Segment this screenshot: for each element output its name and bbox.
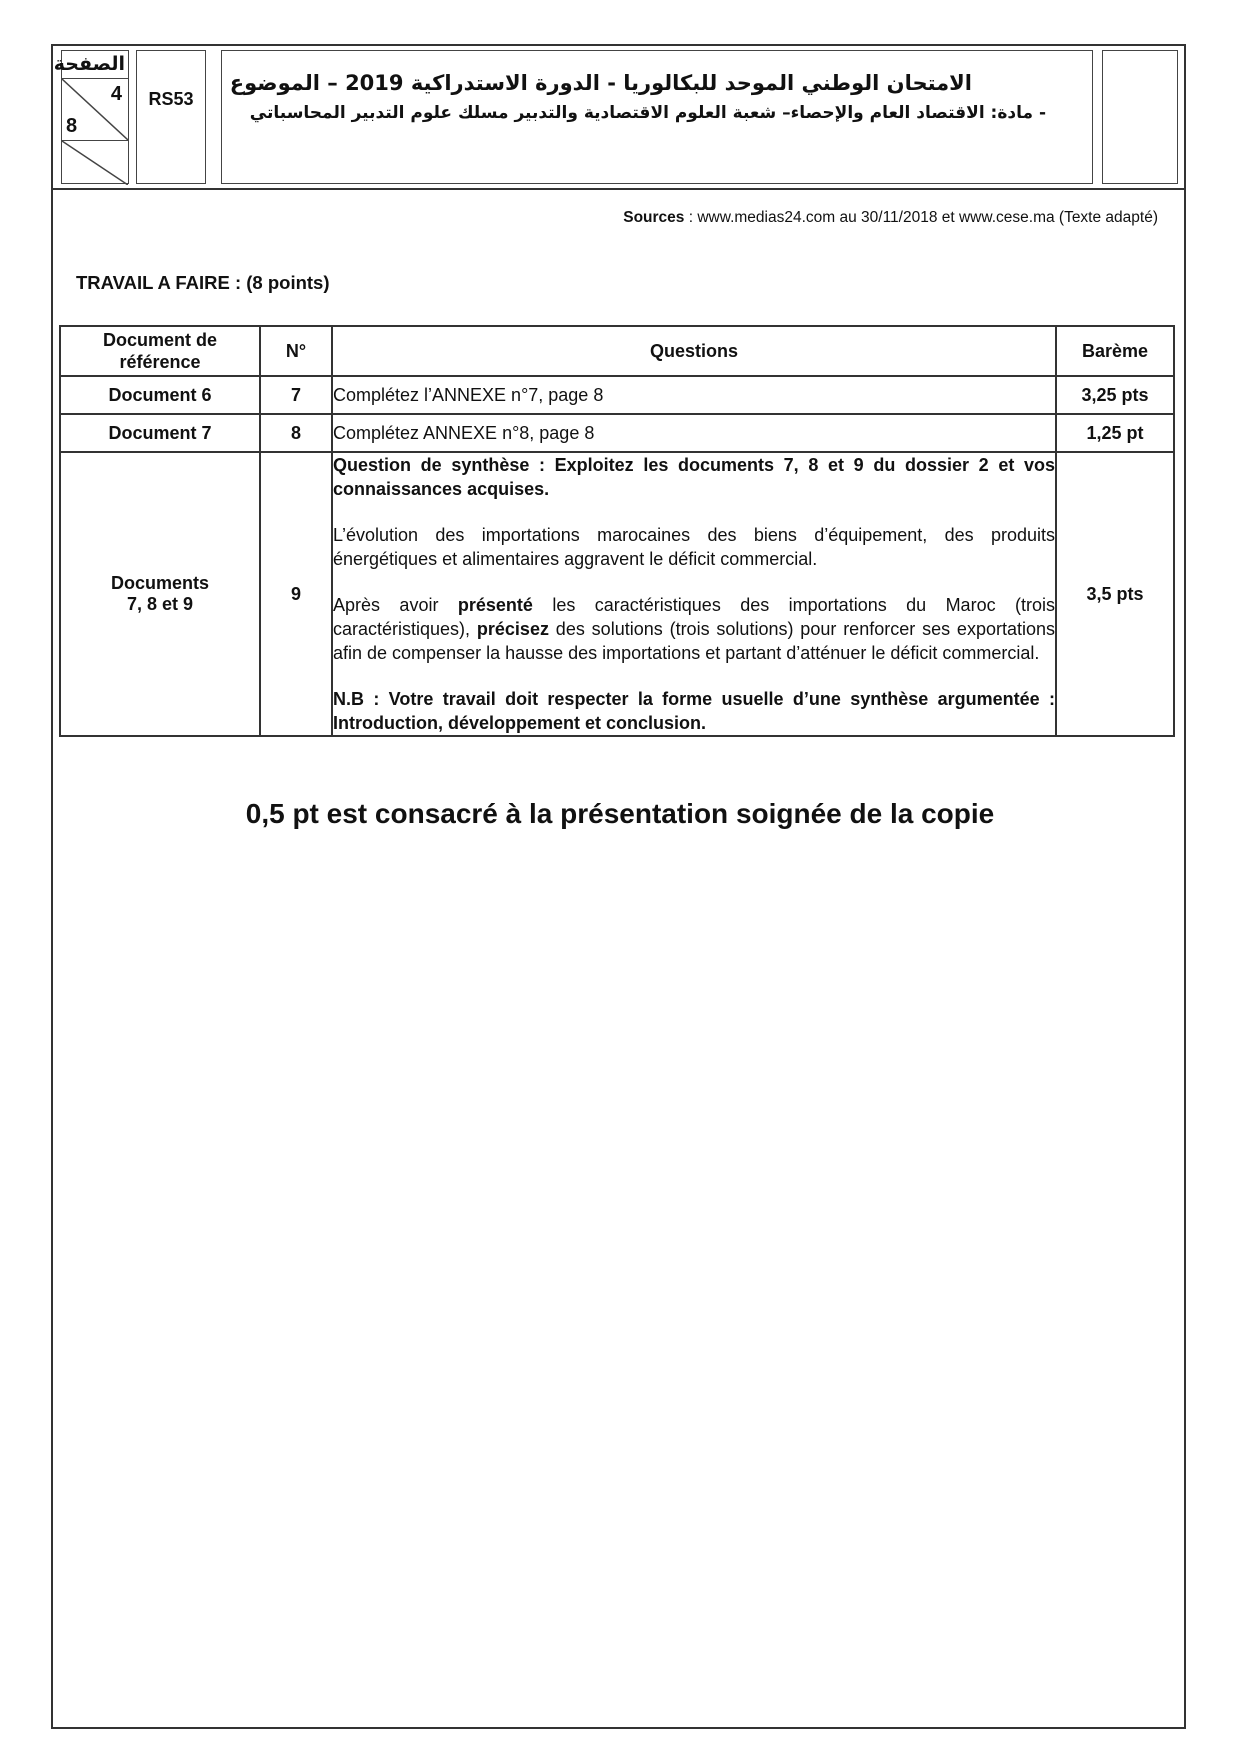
synthesis-document-line2: 7, 8 et 9	[126, 594, 194, 614]
header-number: N°	[260, 326, 332, 376]
p2-bold-precisez: précisez	[476, 619, 549, 639]
exam-title-box	[221, 50, 1093, 184]
subject-code: RS53	[148, 89, 194, 109]
page-empty-cell	[62, 141, 128, 185]
page-label-cell	[53, 51, 128, 79]
synthesis-paragraph-2	[333, 593, 1055, 665]
row-number: 8	[260, 414, 332, 452]
synthesis-document	[60, 452, 260, 736]
synthesis-bareme: 3,5 pts	[1056, 452, 1174, 736]
row-bareme: 3,25 pts	[1056, 376, 1174, 414]
sources-line	[623, 209, 1158, 227]
p2-text-e: des solutions (trois solutions) pour renforcer ses exportations afin de compenser la hausse des importations et partant d’atténuer le déficit commercial.	[333, 619, 1055, 663]
page-frame	[51, 44, 1186, 1729]
exam-title: الامتحان الوطني الموحد للبكالوريا - الدورة الاستدراكية 2019 – الموضوع	[229, 71, 972, 95]
page-total: 8	[66, 115, 78, 137]
synthesis-row	[60, 452, 1174, 736]
page-label: الصفحة	[53, 53, 125, 75]
sources-label: Sources	[623, 209, 685, 226]
synthesis-number: 9	[260, 452, 332, 736]
page-number-cell	[62, 79, 128, 141]
page-indicator-box	[53, 50, 129, 184]
synthesis-paragraph-1: L’évolution des importations marocaines des biens d’équipement, des produits énergétiques et alimentaires aggravent le déficit commercial.	[333, 525, 1055, 569]
presentation-note: 0,5 pt est consacré à la présentation soignée de la copie	[245, 798, 995, 829]
p2-text-a: Après avoir	[333, 595, 458, 615]
row-document: Document 6	[60, 376, 260, 414]
row-question: Complétez ANNEXE n°8, page 8	[332, 414, 1056, 452]
table-header-row	[60, 326, 1174, 376]
row-number: 7	[260, 376, 332, 414]
empty-right-box	[1102, 50, 1178, 184]
table-row	[60, 414, 1174, 452]
empty-cell-diagonal	[62, 141, 128, 185]
exam-subject: - مادة: الاقتصاد العام والإحصاء– شعبة العلوم الاقتصادية والتدبير مسلك علوم التدبير المحاسباتي	[249, 103, 1046, 123]
synthesis-heading: Question de synthèse : Exploitez les documents 7, 8 et 9 du dossier 2 et vos connaissances acquises.	[333, 455, 1055, 499]
p2-bold-presente: présenté	[457, 595, 533, 615]
row-bareme: 1,25 pt	[1056, 414, 1174, 452]
table-row	[60, 376, 1174, 414]
header-document: Document de référence	[60, 326, 260, 376]
header-bareme: Barème	[1056, 326, 1174, 376]
sources-text: : www.medias24.com au 30/11/2018 et www.cese.ma (Texte adapté)	[684, 209, 1158, 226]
header-questions: Questions	[332, 326, 1056, 376]
synthesis-question	[332, 452, 1056, 736]
synthesis-nb: N.B : Votre travail doit respecter la forme usuelle d’une synthèse argumentée : Introduction, développement et conclusion.	[333, 689, 1055, 733]
p2-text-c: les caractéristiques des importations du Maroc (trois caractéristiques),	[333, 595, 1055, 639]
row-question: Complétez l’ANNEXE n°7, page 8	[332, 376, 1056, 414]
page-number: 4	[110, 83, 122, 105]
synthesis-document-line1: Documents	[110, 573, 209, 593]
row-document: Document 7	[60, 414, 260, 452]
task-title: TRAVAIL A FAIRE : (8 points)	[76, 272, 330, 293]
subject-code-box	[136, 50, 206, 184]
exam-header	[51, 44, 1186, 190]
questions-table	[59, 325, 1175, 737]
